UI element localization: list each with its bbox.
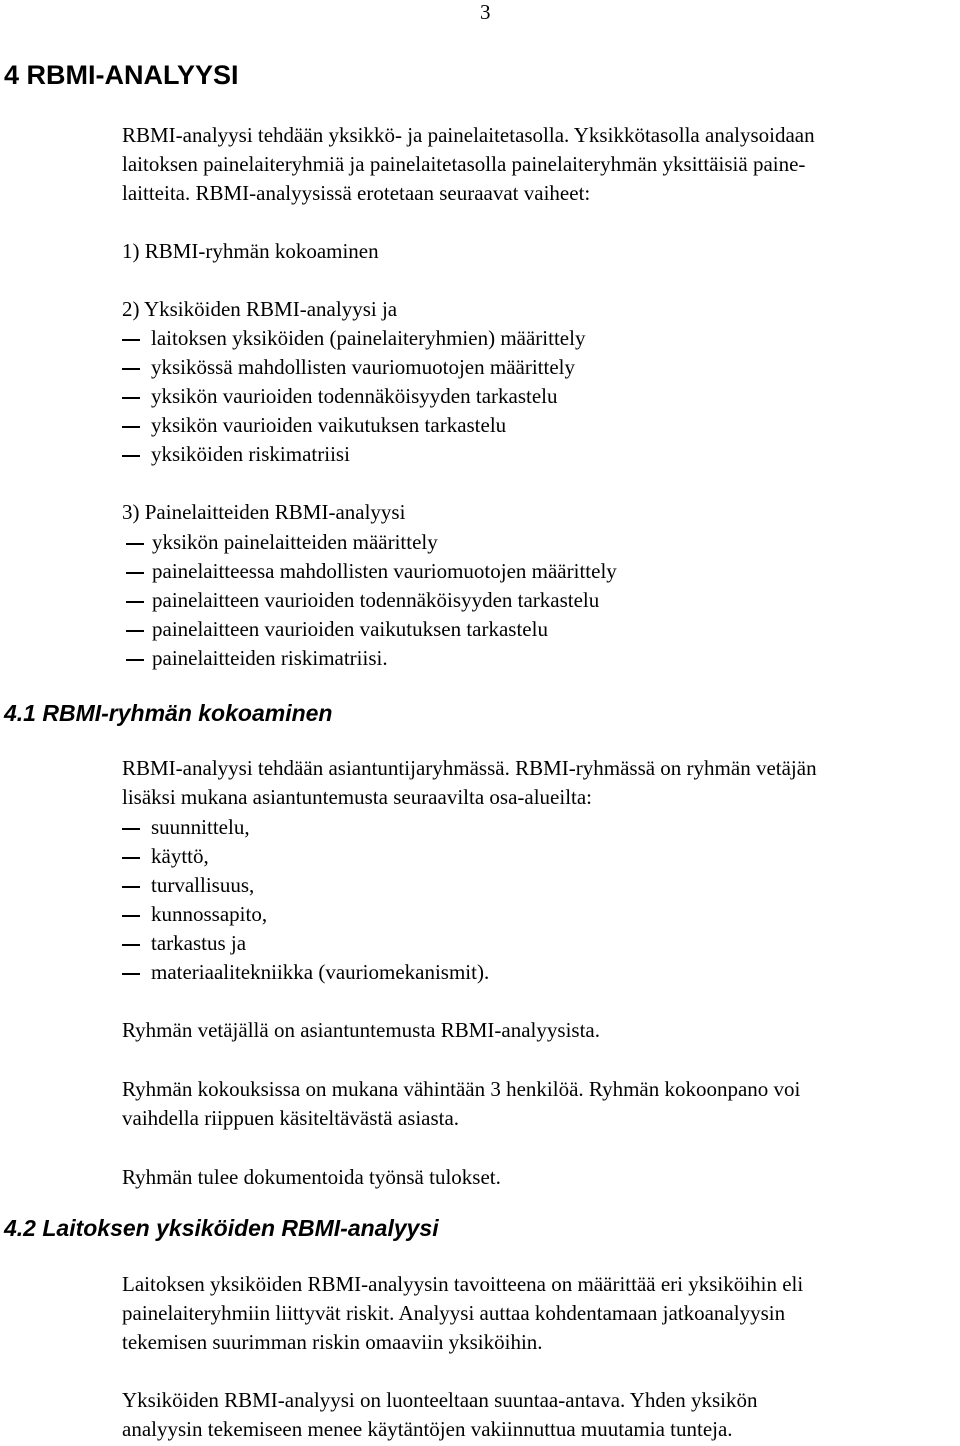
step-2-item: yksikön vaurioiden todennäköisyyden tarkastelu [151,384,558,408]
list-dash [122,973,140,975]
step-3-item: painelaitteiden riskimatriisi. [152,646,388,670]
expertise-item: suunnittelu, [151,815,250,839]
step-2-title: 2) Yksiköiden RBMI-analyysi ja [122,297,398,321]
step-3-item: painelaitteen vaurioiden vaikutuksen tarkastelu [152,617,548,641]
expertise-item: materiaalitekniikka (vauriomekanismit). [151,960,490,984]
section-4-1-meeting-line: Ryhmän kokouksissa on mukana vähintään 3 henkilöä. Ryhmän kokoonpano voi [122,1077,801,1101]
list-dash [126,543,144,545]
list-dash [126,630,144,632]
section-4-2-para-line: Yksiköiden RBMI-analyysi on luonteeltaan suuntaa-antava. Yhden yksikön [122,1388,758,1412]
step-3-item: painelaitteen vaurioiden todennäköisyyden tarkastelu [152,588,600,612]
list-dash [122,828,140,830]
section-4-2-para-line: Laitoksen yksiköiden RBMI-analyysin tavoitteena on määrittää eri yksiköihin eli [122,1272,804,1296]
section-4-1-documentation-note: Ryhmän tulee dokumentoida työnsä tulokset. [122,1165,501,1189]
step-2-item: yksikössä mahdollisten vauriomuotojen määrittely [151,355,576,379]
section-4-2-heading: 4.2 Laitoksen yksiköiden RBMI-analyysi [4,1215,439,1241]
page-number: 3 [480,0,491,24]
expertise-item: kunnossapito, [151,902,268,926]
step-1-title: 1) RBMI-ryhmän kokoaminen [122,239,379,263]
expertise-item: käyttö, [151,844,209,868]
list-dash [122,857,140,859]
intro-line-2: laitoksen painelaiteryhmiä ja painelaitetasolla painelaiteryhmän yksittäisiä paine- [122,152,806,176]
step-3-title: 3) Painelaitteiden RBMI-analyysi [122,500,406,524]
section-4-1-para-line: RBMI-analyysi tehdään asiantuntijaryhmässä. RBMI-ryhmässä on ryhmän vetäjän [122,756,817,780]
list-dash [126,601,144,603]
intro-line-1: RBMI-analyysi tehdään yksikkö- ja painelaitetasolla. Yksikkötasolla analysoidaan [122,123,815,147]
list-dash [122,915,140,917]
chapter-heading: 4 RBMI-ANALYYSI [4,60,239,90]
list-dash [122,455,140,457]
list-dash [122,397,140,399]
step-3-item: yksikön painelaitteiden määrittely [152,530,438,554]
step-2-item: yksikön vaurioiden vaikutuksen tarkastelu [151,413,507,437]
list-dash [122,339,140,341]
section-4-1-leader-note: Ryhmän vetäjällä on asiantuntemusta RBMI-analyysista. [122,1018,600,1042]
expertise-item: tarkastus ja [151,931,247,955]
intro-line-3: laitteita. RBMI-analyysissä erotetaan seuraavat vaiheet: [122,181,591,205]
expertise-item: turvallisuus, [151,873,255,897]
step-2-item: laitoksen yksiköiden (painelaiteryhmien) määrittely [151,326,586,350]
step-2-item: yksiköiden riskimatriisi [151,442,350,466]
list-dash [122,368,140,370]
section-4-1-heading: 4.1 RBMI-ryhmän kokoaminen [4,700,333,726]
list-dash [126,659,144,661]
section-4-2-para-line: painelaiteryhmiin liittyvät riskit. Analyysi auttaa kohdentamaan jatkoanalyysin [122,1301,786,1325]
step-3-item: painelaitteessa mahdollisten vauriomuotojen määrittely [152,559,617,583]
list-dash [122,426,140,428]
list-dash [126,572,144,574]
list-dash [122,944,140,946]
section-4-1-meeting-line: vaihdella riippuen käsiteltävästä asiasta. [122,1106,460,1130]
list-dash [122,886,140,888]
section-4-1-para-line: lisäksi mukana asiantuntemusta seuraavilta osa-alueilta: [122,785,593,809]
section-4-2-para-line: analyysin tekemiseen menee käytäntöjen vakiinnuttua muutamia tunteja. [122,1417,733,1441]
section-4-2-para-line: tekemisen suurimman riskin omaaviin yksiköihin. [122,1330,543,1354]
